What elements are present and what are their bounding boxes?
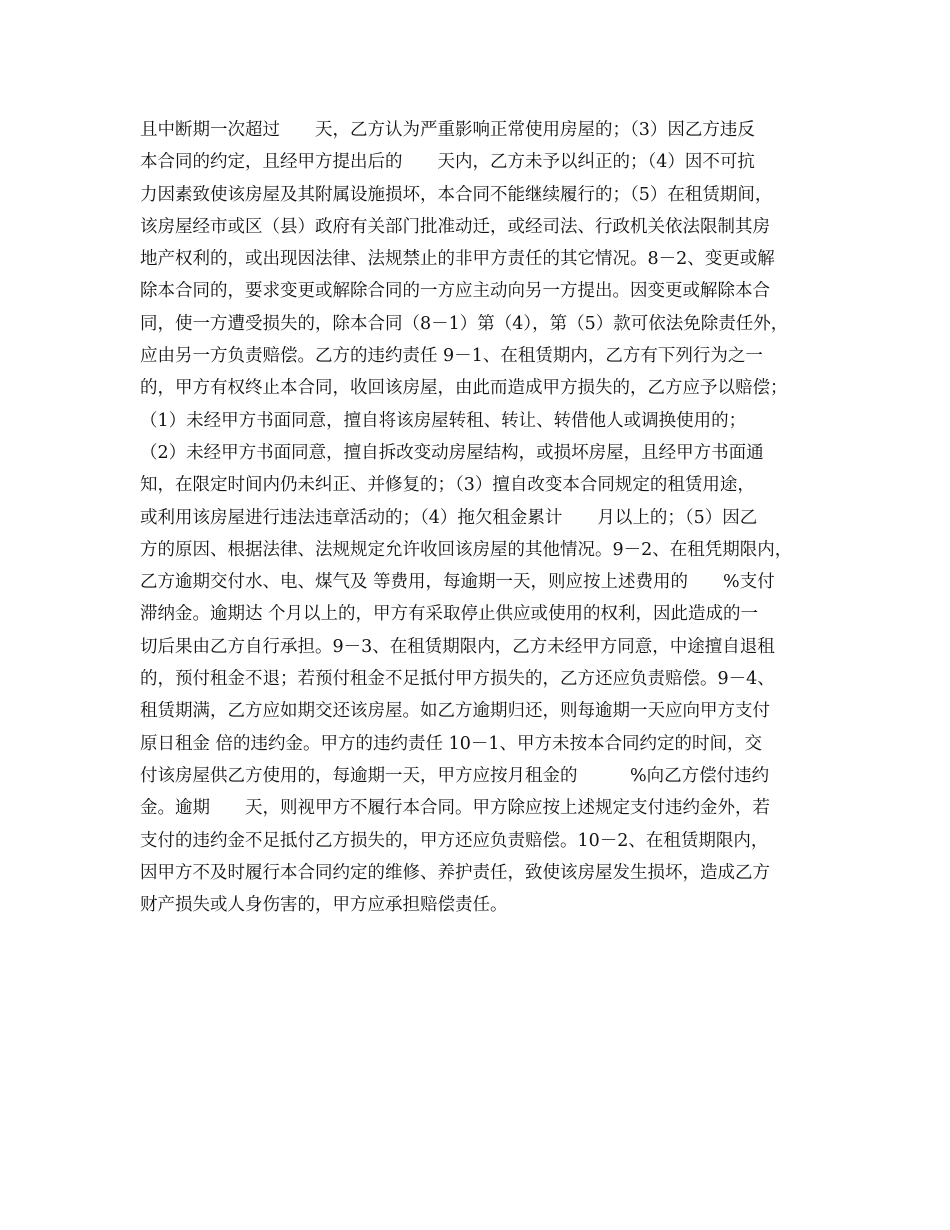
text-line: 原日租金 倍的违约金。甲方的违约责任 10－1、甲方未按本合同约定的时间，交 [140, 733, 763, 754]
text-line: 除本合同的，要求变更或解除合同的一方应主动向另一方提出。因变更或解除本合 [140, 281, 770, 302]
text-line: （1）未经甲方书面同意，擅自将该房屋转租、转让、转借他人或调换使用的； [140, 410, 747, 431]
text-line: 支付的违约金不足抵付乙方损失的，甲方还应负责赔偿。10－2、在租赁期限内， [140, 830, 769, 851]
text-line: 方的原因、根据法律、法规规定允许收回该房屋的其他情况。9－2、在租凭期限内， [140, 539, 793, 560]
text-line: 力因素致使该房屋及其附属设施损坏，本合同不能继续履行的；（5）在租赁期间， [140, 184, 773, 205]
text-line: 知，在限定时间内仍未纠正、并修复的；（3）擅自改变本合同规定的租赁用途， [140, 475, 755, 496]
text-line: 地产权利的，或出现因法律、法规禁止的非甲方责任的其它情况。8－2、变更或解 [140, 249, 775, 270]
text-line: 本合同的约定，且经甲方提出后的 天内，乙方未予以纠正的；（4）因不可抗 [140, 152, 755, 173]
text-line: 财产损失或人身伤害的，甲方应承担赔偿责任。 [140, 895, 508, 916]
text-line: 租赁期满，乙方应如期交还该房屋。如乙方逾期归还，则每逾期一天应向甲方支付 [140, 701, 770, 722]
text-line: 该房屋经市或区（县）政府有关部门批准动迁，或经司法、行政机关依法限制其房 [140, 216, 770, 237]
text-line: 切后果由乙方自行承担。9－3、在租赁期限内，乙方未经甲方同意，中途擅自退租 [140, 636, 775, 657]
text-line: 应由另一方负责赔偿。乙方的违约责任 9－1、在租赁期内，乙方有下列行为之一 [140, 346, 763, 367]
text-line: 同，使一方遭受损失的，除本合同（8－1）第（4），第（5）款可依法免除责任外， [140, 313, 789, 334]
contract-body-text [140, 114, 830, 921]
text-line: （2）未经甲方书面同意，擅自拆改变动房屋结构，或损坏房屋，且经甲方书面通 [140, 442, 764, 463]
text-line: 乙方逾期交付水、电、煤气及 等费用，每逾期一天，则应按上述费用的 %支付 [140, 572, 775, 593]
text-line: 或利用该房屋进行违法违章活动的；（4）拖欠租金累计 月以上的；（5）因乙 [140, 507, 758, 528]
text-line: 付该房屋供乙方使用的，每逾期一天，甲方应按月租金的 %向乙方偿付违约 [140, 765, 770, 786]
text-line: 的，甲方有权终止本合同，收回该房屋，由此而造成甲方损失的，乙方应予以赔偿； [140, 378, 788, 399]
text-line: 滞纳金。逾期达 个月以上的，甲方有采取停止供应或使用的权利，因此造成的一 [140, 604, 759, 625]
text-line: 的，预付租金不退；若预付租金不足抵付甲方损失的，乙方还应负责赔偿。9－4、 [140, 669, 775, 690]
text-line: 因甲方不及时履行本合同约定的维修、养护责任，致使该房屋发生损坏，造成乙方 [140, 862, 770, 883]
text-line: 且中断期一次超过 天，乙方认为严重影响正常使用房屋的；（3）因乙方违反 [140, 120, 755, 140]
text-line: 金。逾期 天，则视甲方不履行本合同。甲方除应按上述规定支付违约金外，若 [140, 798, 770, 819]
